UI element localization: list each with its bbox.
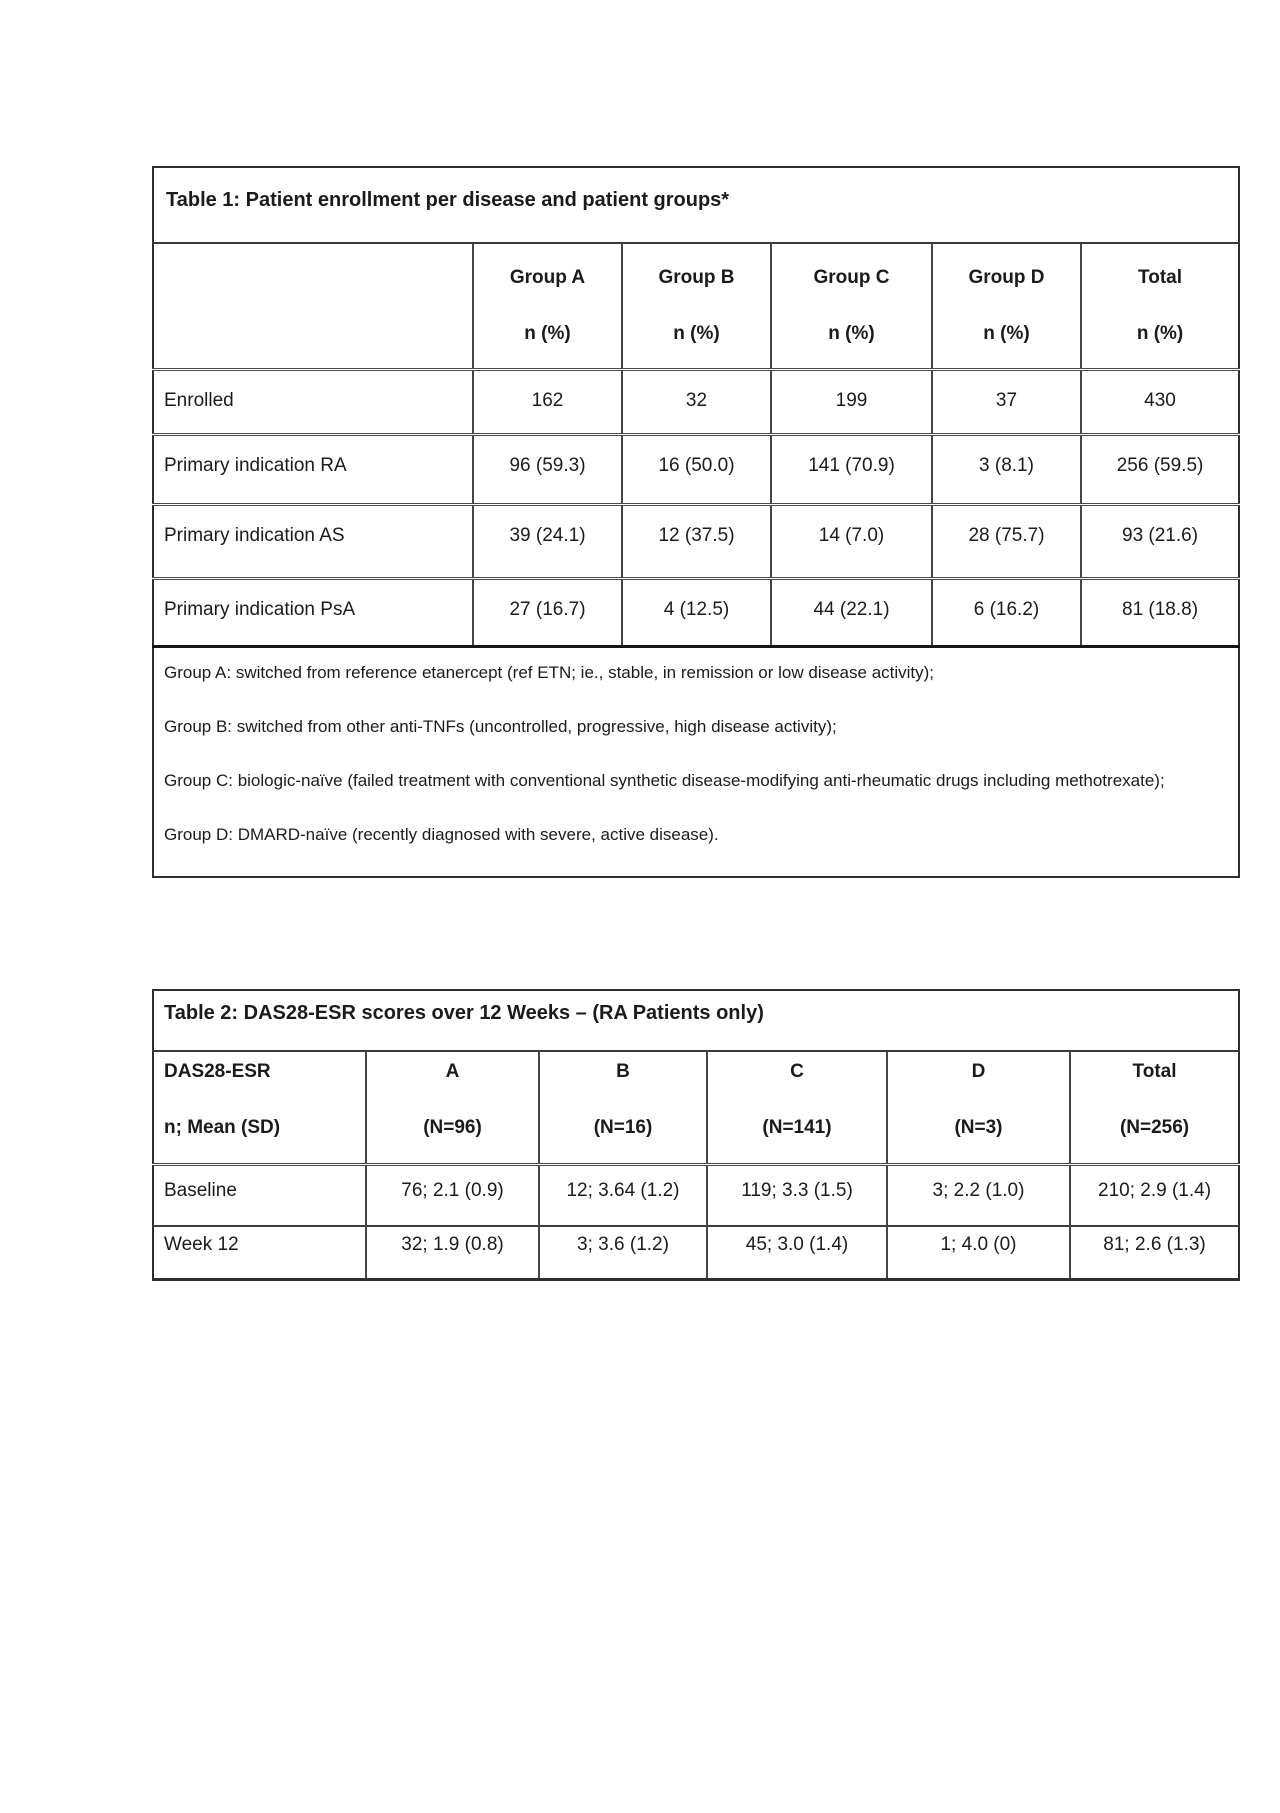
table1-cell: 28 (75.7) [932,504,1081,578]
table1-cell: 93 (21.6) [1081,504,1239,578]
table2-stub-line1: DAS28-ESR [164,1061,271,1082]
table2-title-row [153,990,1239,1051]
table1-cell: 27 (16.7) [473,578,622,646]
table1-cell: 199 [771,369,932,434]
table1-row-label-primary-psa: Primary indication PsA [153,578,473,646]
table1-cell: 256 (59.5) [1081,434,1239,504]
table2-header-total-label: Total [1132,1061,1177,1082]
table1-cell: 430 [1081,369,1239,434]
table2-header-group-b-n: (N=16) [593,1117,653,1138]
table2-header-group-b [539,1051,707,1164]
table2-header-total [1070,1051,1239,1164]
table2-stub-line2: n; Mean (SD) [164,1117,281,1138]
table2-row-label-week12: Week 12 [153,1226,366,1279]
table2-row-label-baseline: Baseline [153,1164,366,1226]
table1-header-total [1081,243,1239,369]
table1-header-group-a-npct: n (%) [524,323,571,344]
table2-das28-esr-scores [152,989,1240,1281]
table2-cell: 76; 2.1 (0.9) [366,1164,539,1226]
table1-cell: 141 (70.9) [771,434,932,504]
table2-header-total-n: (N=256) [1119,1117,1190,1138]
table1-row-label-primary-ra: Primary indication RA [153,434,473,504]
table1-header-group-d-npct: n (%) [983,323,1030,344]
table2-header-group-c-n: (N=141) [762,1117,832,1138]
table2-row-baseline [153,1164,1239,1226]
table2-cell: 119; 3.3 (1.5) [707,1164,887,1226]
table2-header-stub [153,1051,366,1164]
table1-cell: 37 [932,369,1081,434]
table1-footnote-group-c: Group C: biologic-naïve (failed treatment with conventional synthetic disease-modifying anti-rheumatic drugs including methotrexate); [164,770,1165,790]
table1-cell: 32 [622,369,771,434]
table1-cell: 162 [473,369,622,434]
table1-header-group-b [622,243,771,369]
table1-row-enrolled [153,369,1239,434]
table1-header-total-label: Total [1138,267,1183,288]
table1-header-group-c [771,243,932,369]
table1-header-row [153,243,1239,369]
table2-header-group-a [366,1051,539,1164]
table1-cell: 12 (37.5) [622,504,771,578]
table2-cell: 45; 3.0 (1.4) [707,1226,887,1279]
table1-footnote-group-b: Group B: switched from other anti-TNFs (uncontrolled, progressive, high disease activity); [164,716,837,736]
table1-header-group-c-npct: n (%) [828,323,875,344]
table1-footnote-group-a: Group A: switched from reference etanercept (ref ETN; ie., stable, in remission or low disease activity); [164,662,935,682]
table1-footnotes [153,646,1239,877]
table1-footnotes-row [153,646,1239,877]
table1-header-empty-cell [153,243,473,369]
table1-header-group-c-label: Group C [813,267,890,288]
table1-row-primary-as [153,504,1239,578]
table1-header-total-npct: n (%) [1136,323,1184,344]
table1-header-group-a-label: Group A [509,267,586,288]
table2-cell: 3; 3.6 (1.2) [539,1226,707,1279]
table2-header-group-a-n: (N=96) [423,1117,482,1138]
table1-title-row [153,167,1239,243]
table1-cell: 4 (12.5) [622,578,771,646]
table2-cell: 32; 1.9 (0.8) [366,1226,539,1279]
table1-patient-enrollment [152,166,1240,878]
table1-cell: 81 (18.8) [1081,578,1239,646]
table2-header-group-d [887,1051,1070,1164]
table2-header-group-d-label: D [971,1061,986,1082]
table2-header-group-c-label: C [790,1061,804,1082]
table2-header-row [153,1051,1239,1164]
table2-title: Table 2: DAS28-ESR scores over 12 Weeks – (RA Patients only) [153,990,1239,1051]
table1-header-group-a [473,243,622,369]
table2-header-group-a-label: A [445,1061,460,1082]
table1-row-primary-psa [153,578,1239,646]
table2-cell: 1; 4.0 (0) [887,1226,1070,1279]
table2-cell: 81; 2.6 (1.3) [1070,1226,1239,1279]
table2-row-week12 [153,1226,1239,1279]
table1-row-primary-ra [153,434,1239,504]
table1-cell: 44 (22.1) [771,578,932,646]
table2-cell: 210; 2.9 (1.4) [1070,1164,1239,1226]
table2-header-group-c [707,1051,887,1164]
table2-cell: 12; 3.64 (1.2) [539,1164,707,1226]
table1-cell: 14 (7.0) [771,504,932,578]
table1-title: Table 1: Patient enrollment per disease and patient groups* [153,167,1239,243]
table1-cell: 39 (24.1) [473,504,622,578]
table1-footnote-group-d: Group D: DMARD-naïve (recently diagnosed with severe, active disease). [164,824,719,844]
table2-header-group-d-n: (N=3) [954,1117,1003,1138]
table1-cell: 6 (16.2) [932,578,1081,646]
table1-cell: 96 (59.3) [473,434,622,504]
table1-cell: 16 (50.0) [622,434,771,504]
table1-header-group-b-npct: n (%) [673,323,720,344]
table1-row-label-enrolled: Enrolled [153,369,473,434]
table2-cell: 3; 2.2 (1.0) [887,1164,1070,1226]
table1-row-label-primary-as: Primary indication AS [153,504,473,578]
table1-header-group-b-label: Group B [658,267,735,288]
table1-header-group-d [932,243,1081,369]
table1-cell: 3 (8.1) [932,434,1081,504]
table2-header-group-b-label: B [616,1061,630,1082]
table1-header-group-d-label: Group D [968,267,1045,288]
